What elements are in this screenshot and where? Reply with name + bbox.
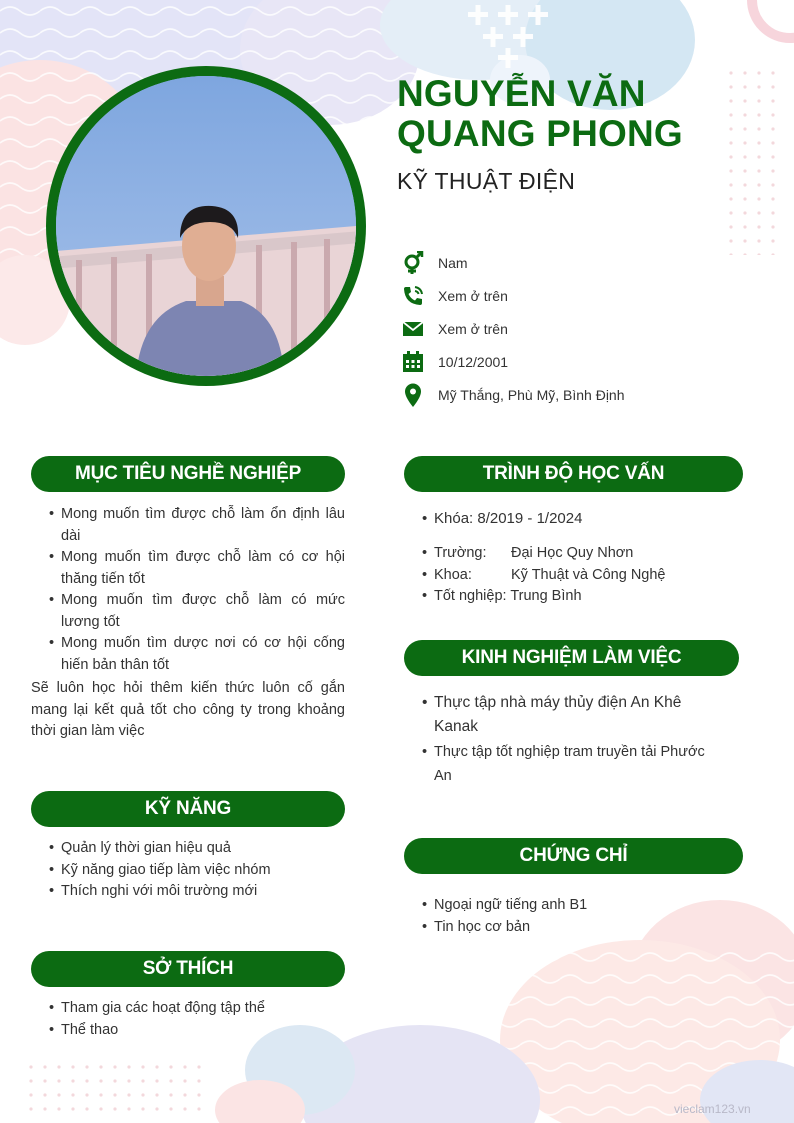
calendar-icon	[400, 349, 426, 375]
experience-item: • Thực tập nhà máy thủy điện An Khê Kanak	[420, 691, 720, 739]
contact-address-text: Mỹ Thắng, Phù Mỹ, Bình Định	[438, 386, 625, 403]
profile-photo	[56, 76, 356, 376]
name-line-2: QUANG PHONG	[397, 113, 683, 154]
experience-list-2	[420, 740, 720, 788]
location-icon	[400, 382, 426, 408]
education-school	[420, 543, 740, 565]
contact-address	[400, 378, 625, 411]
skills-heading: KỸ NĂNG	[31, 791, 345, 827]
education-grade: • Tốt nghiệp: Trung Bình	[420, 586, 740, 608]
skill-item: • Thích nghi với môi trường mới	[47, 881, 345, 903]
hobby-item: • Thể thao	[47, 1020, 345, 1042]
profile-photo-illustration	[56, 76, 356, 376]
experience-list	[420, 691, 720, 739]
phone-icon	[400, 283, 426, 309]
skills-list	[47, 838, 345, 903]
contact-phone-text: Xem ở trên	[438, 287, 508, 304]
objective-item: • Mong muốn tìm dược nơi có cơ hội cống hiến bản thân tốt	[47, 633, 345, 676]
certificate-item: • Tin học cơ bản	[420, 917, 740, 939]
objective-heading: MỤC TIÊU NGHỀ NGHIỆP	[31, 456, 345, 492]
contact-phone	[400, 279, 625, 312]
school-label: • Trường:	[434, 545, 487, 561]
education-period	[420, 508, 740, 530]
hobbies-list	[47, 998, 345, 1041]
mail-icon	[400, 316, 426, 342]
objective-summary: Sẽ luôn học hỏi thêm kiến thức luôn cố gắn mang lại kết quả tốt cho công ty trong khoảng thời gian làm việc	[31, 680, 345, 739]
contact-email	[400, 312, 625, 345]
education-faculty	[420, 565, 740, 587]
gender-icon	[400, 250, 426, 276]
objective-item: • Mong muốn tìm được chỗ làm có cơ hội thăng tiến tốt	[47, 547, 345, 590]
education-heading: TRÌNH ĐỘ HỌC VẤN	[404, 456, 743, 492]
hobbies-heading: SỞ THÍCH	[31, 951, 345, 987]
contact-gender	[400, 246, 625, 279]
hobby-item: • Tham gia các hoạt động tập thể	[47, 998, 345, 1020]
contact-birthday	[400, 345, 625, 378]
objective-item: • Mong muốn tìm được chỗ làm có mức lương tốt	[47, 590, 345, 633]
profile-photo-frame	[46, 66, 366, 386]
watermark: vieclam123.vn	[674, 1102, 751, 1116]
contact-gender-text: Nam	[438, 254, 468, 271]
objective-list	[47, 504, 345, 676]
education-period-text: • Khóa: 8/2019 - 1/2024	[420, 508, 740, 530]
objective-item: • Mong muốn tìm được chỗ làm ổn định lâu dài	[47, 504, 345, 547]
skill-item: • Quản lý thời gian hiệu quả	[47, 838, 345, 860]
name-line-1: NGUYỄN VĂN	[397, 73, 646, 114]
skill-item: • Kỹ năng giao tiếp làm việc nhóm	[47, 860, 345, 882]
experience-item: • Thực tập tốt nghiệp tram truyền tải Phước An	[420, 740, 720, 788]
job-title: KỸ THUẬT ĐIỆN	[397, 168, 576, 194]
education-details	[420, 543, 740, 608]
contact-info	[400, 246, 625, 411]
contact-birthday-text: 10/12/2001	[438, 353, 509, 370]
faculty-label: • Khoa:	[434, 566, 472, 583]
candidate-name	[397, 74, 683, 154]
certificates-list	[420, 895, 740, 938]
certificate-item: • Ngoại ngữ tiếng anh B1	[420, 895, 740, 917]
faculty-value: Kỹ Thuật và Công Nghệ	[511, 566, 666, 583]
certificates-heading: CHỨNG CHỈ	[404, 838, 743, 874]
experience-heading: KINH NGHIỆM LÀM VIỆC	[404, 640, 739, 676]
contact-email-text: Xem ở trên	[438, 320, 508, 337]
school-value: Đại Học Quy Nhơn	[511, 545, 634, 561]
